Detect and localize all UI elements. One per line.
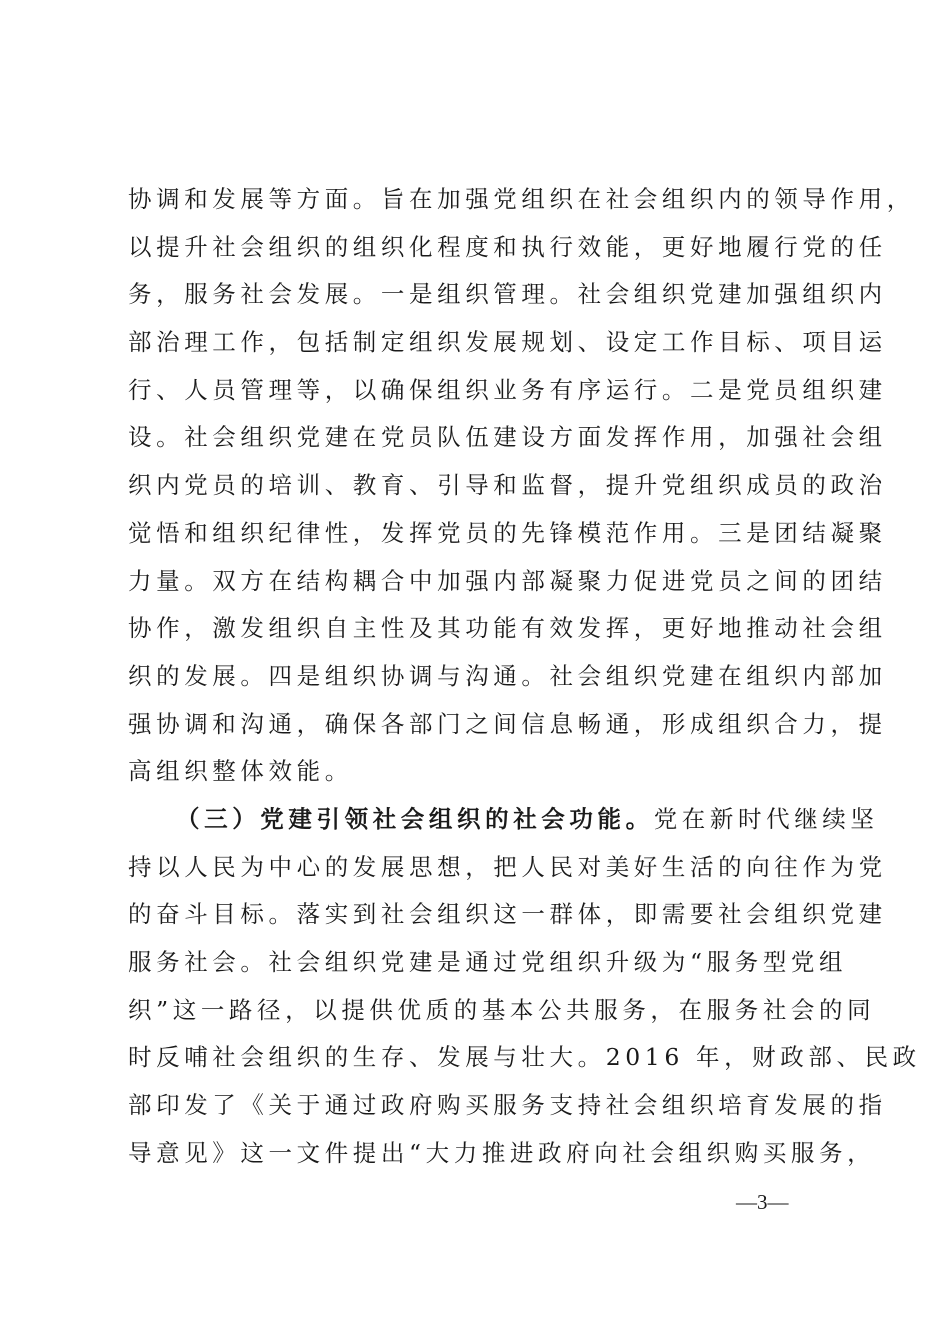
text-line: 协调和发展等方面。旨在加强党组织在社会组织内的领导作用， <box>128 185 915 213</box>
text-line: 的奋斗目标。落实到社会组织这一群体，即需要社会组织党建 <box>128 900 887 929</box>
text-line: 力量。双方在结构耦合中加强内部凝聚力促进党员之间的团结 <box>128 566 887 595</box>
paragraph-2 <box>128 796 921 1178</box>
text-line: 觉悟和组织纪律性，发挥党员的先锋模范作用。三是团结凝聚 <box>128 518 887 547</box>
text-line: 织”这一路径，以提供优质的基本公共服务，在服务社会的同 <box>128 995 876 1024</box>
heading-continuation: 党在新时代继续坚 <box>653 804 879 833</box>
text-line: 时反哺社会组织的生存、发展与壮大。2016 年，财政部、民政 <box>128 1043 921 1072</box>
text-line: 部治理工作，包括制定组织发展规划、设定工作目标、项目运 <box>128 328 887 357</box>
text-line: 织的发展。四是组织协调与沟通。社会组织党建在组织内部加 <box>128 661 887 690</box>
text-line: 织内党员的培训、教育、引导和监督，提升党组织成员的政治 <box>128 471 887 500</box>
text-line <box>128 796 879 844</box>
page-number: —3— <box>736 1190 789 1214</box>
text-line: 部印发了《关于通过政府购买服务支持社会组织培育发展的指 <box>128 1091 887 1120</box>
text-line: 持以人民为中心的发展思想，把人民对美好生活的向往作为党 <box>128 852 887 881</box>
text-line: 强协调和沟通，确保各部门之间信息畅通，形成组织合力，提 <box>128 709 887 738</box>
text-line: 高组织整体效能。 <box>128 757 353 786</box>
text-line: 协作，激发组织自主性及其功能有效发挥，更好地推动社会组 <box>128 614 887 643</box>
body-text <box>128 176 921 1177</box>
section-heading: （三）党建引领社会组织的社会功能。 <box>176 804 654 833</box>
text-line: 行、人员管理等，以确保组织业务有序运行。二是党员组织建 <box>128 375 887 404</box>
text-line: 设。社会组织党建在党员队伍建设方面发挥作用，加强社会组 <box>128 423 887 452</box>
paragraph-1 <box>128 176 915 796</box>
text-line: 导意见》这一文件提出“大力推进政府向社会组织购买服务， <box>128 1138 876 1167</box>
text-line: 以提升社会组织的组织化程度和执行效能，更好地履行党的任 <box>128 232 887 261</box>
text-line: 服务社会。社会组织党建是通过党组织升级为“服务型党组 <box>128 948 848 976</box>
text-line: 务，服务社会发展。一是组织管理。社会组织党建加强组织内 <box>128 280 887 309</box>
